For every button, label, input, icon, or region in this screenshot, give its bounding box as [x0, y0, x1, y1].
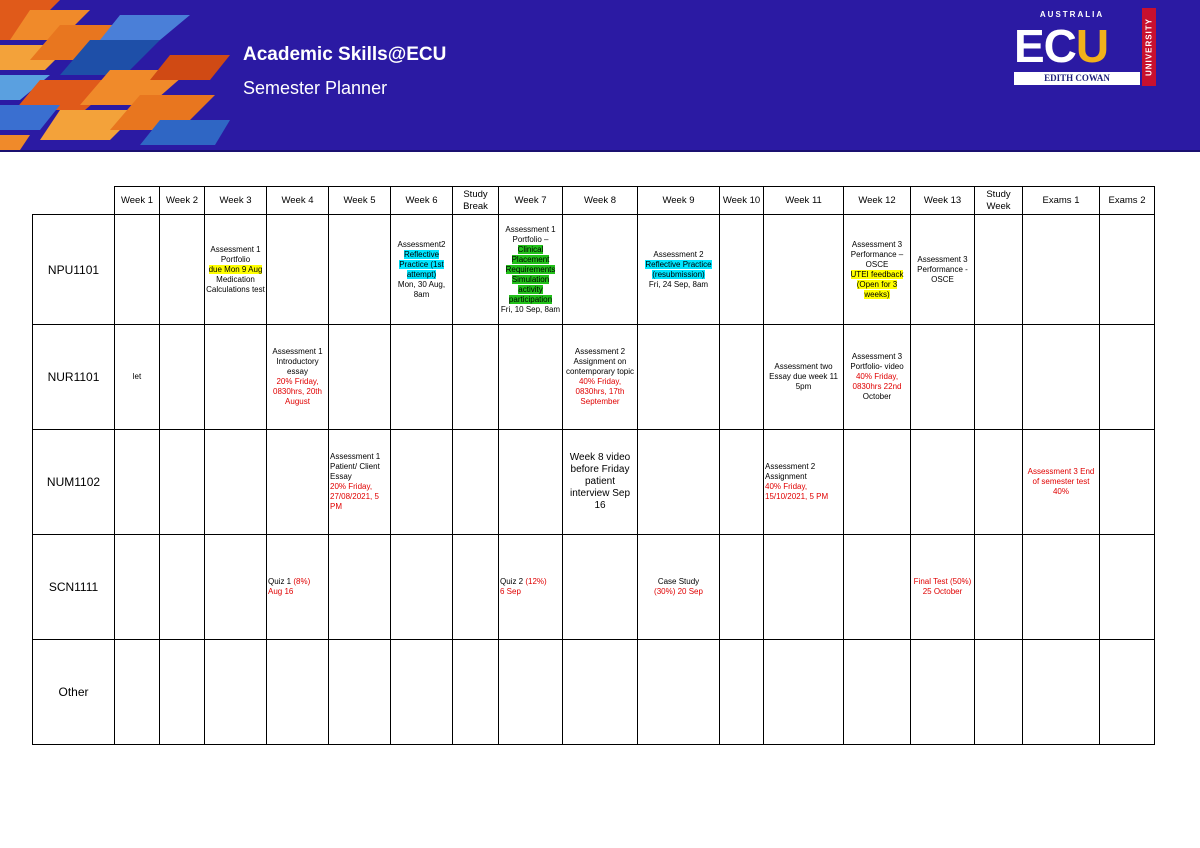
- week-cell: [329, 640, 391, 745]
- column-header: Week 10: [720, 187, 764, 215]
- week-cell: [499, 640, 563, 745]
- subject-code: NPU1101: [33, 215, 115, 325]
- week-cell: [975, 430, 1023, 535]
- highlight-text: Reflective Practice (1st attempt): [399, 249, 444, 279]
- week-cell: [453, 640, 499, 745]
- column-header: Week 6: [391, 187, 453, 215]
- week-cell: [1100, 215, 1155, 325]
- week-cell: [911, 535, 975, 640]
- week-cell: [563, 430, 638, 535]
- week-cell: [115, 325, 160, 430]
- table-row: [33, 215, 1155, 325]
- cell-text-red: 20% Friday, 0830hrs, 20th August: [273, 377, 322, 406]
- planner-header-row: [33, 187, 1155, 215]
- column-header: Week 8: [563, 187, 638, 215]
- cell-text-red: 20% Friday, 27/08/2021, 5 PM: [330, 482, 379, 511]
- cell-text: Fri, 10 Sep, 8am: [500, 304, 561, 314]
- cell-text-red: (30%) 20 Sep: [654, 587, 703, 596]
- cell-text: Medication Calculations test: [206, 274, 265, 294]
- logo-side-band: [1142, 8, 1156, 86]
- corner-cell: [33, 187, 115, 215]
- logo-mark-ec: EC: [1014, 20, 1076, 72]
- cell-text-red: 40% Friday, 15/10/2021, 5 PM: [765, 482, 829, 501]
- week-cell: [267, 535, 329, 640]
- week-cell: [453, 430, 499, 535]
- column-header: Week 11: [764, 187, 844, 215]
- column-header: Week 4: [267, 187, 329, 215]
- column-header: Week 5: [329, 187, 391, 215]
- cell-text: Week 8 video before Friday patient interview Sep 16: [569, 452, 631, 511]
- cell-text-red: 40% Friday, 0830hrs 22nd: [852, 372, 902, 391]
- week-cell: [1023, 430, 1100, 535]
- week-cell: [844, 215, 911, 325]
- week-cell: [1023, 535, 1100, 640]
- week-cell: [844, 430, 911, 535]
- week-cell: [160, 325, 205, 430]
- column-header: Week 3: [205, 187, 267, 215]
- logo-mark: [1014, 22, 1134, 70]
- week-cell: [453, 325, 499, 430]
- highlight-text: Clinical Placement Requirements Simulation activity participation: [505, 244, 556, 304]
- week-cell: [1100, 535, 1155, 640]
- week-cell: [205, 215, 267, 325]
- week-cell: [329, 430, 391, 535]
- cell-text-red: (8%): [293, 577, 311, 586]
- week-cell: [911, 430, 975, 535]
- column-header: Week 7: [499, 187, 563, 215]
- week-cell: [764, 325, 844, 430]
- week-cell: [115, 215, 160, 325]
- cell-text: Assessment 1 Patient/ Client Essay: [330, 452, 381, 481]
- week-cell: [1023, 640, 1100, 745]
- cell-text-red: (12%): [525, 577, 547, 586]
- week-cell: [844, 535, 911, 640]
- subject-code: Other: [33, 640, 115, 745]
- week-cell: [720, 430, 764, 535]
- column-header: Week 13: [911, 187, 975, 215]
- cell-text: Fri, 24 Sep, 8am: [648, 279, 709, 289]
- table-row: [33, 535, 1155, 640]
- week-cell: [499, 430, 563, 535]
- column-header: Study Week: [975, 187, 1023, 215]
- column-header: Week 9: [638, 187, 720, 215]
- column-header: Week 12: [844, 187, 911, 215]
- column-header: Exams 2: [1100, 187, 1155, 215]
- page-subtitle: Semester Planner: [243, 78, 388, 98]
- week-cell: [205, 535, 267, 640]
- cell-text: Assessment 3 Performance – OSCE: [850, 239, 904, 269]
- week-cell: [160, 535, 205, 640]
- week-cell: [391, 325, 453, 430]
- week-cell: [267, 325, 329, 430]
- week-cell: [563, 325, 638, 430]
- week-cell: [638, 215, 720, 325]
- week-cell: [844, 640, 911, 745]
- week-cell: [1100, 430, 1155, 535]
- ecu-logo: [1014, 8, 1162, 86]
- header-banner: [0, 0, 1200, 150]
- week-cell: [160, 430, 205, 535]
- week-cell: [764, 215, 844, 325]
- cell-text: Assessment 1 Introductory essay: [272, 347, 323, 376]
- cell-text: Quiz 2: [500, 577, 524, 586]
- week-cell: [115, 640, 160, 745]
- cell-text: Assessment 3 Performance - OSCE: [917, 254, 968, 284]
- column-header: Study Break: [453, 187, 499, 215]
- cell-text: Assessment 1 Portfolio: [210, 244, 261, 264]
- week-cell: [160, 215, 205, 325]
- week-cell: [329, 325, 391, 430]
- cell-text-red: Aug 16: [268, 587, 294, 596]
- week-cell: [844, 325, 911, 430]
- week-cell: [499, 325, 563, 430]
- week-cell: [499, 535, 563, 640]
- week-cell: [391, 640, 453, 745]
- highlight-text: due Mon 9 Aug: [208, 264, 263, 274]
- week-cell: [1100, 325, 1155, 430]
- cell-text: Mon, 30 Aug, 8am: [397, 279, 446, 299]
- column-header: Exams 1: [1023, 187, 1100, 215]
- week-cell: [563, 215, 638, 325]
- week-cell: [638, 430, 720, 535]
- week-cell: [975, 325, 1023, 430]
- week-cell: [115, 430, 160, 535]
- week-cell: [267, 430, 329, 535]
- cell-text: Assessment 1 Portfolio –: [505, 224, 556, 244]
- week-cell: [720, 325, 764, 430]
- week-cell: [329, 535, 391, 640]
- week-cell: [1023, 325, 1100, 430]
- week-cell: [391, 430, 453, 535]
- week-cell: [911, 215, 975, 325]
- table-row: [33, 430, 1155, 535]
- week-cell: [975, 215, 1023, 325]
- week-cell: [329, 215, 391, 325]
- table-row: [33, 640, 1155, 745]
- week-cell: [453, 535, 499, 640]
- week-cell: [911, 640, 975, 745]
- cell-text: Assessment 3 Portfolio- video: [850, 352, 904, 371]
- week-cell: [160, 640, 205, 745]
- cell-text-red: 40% Friday, 0830hrs, 17th September: [575, 377, 625, 406]
- week-cell: [911, 325, 975, 430]
- week-cell: [638, 325, 720, 430]
- cell-text: Assessment 2 Assignment: [765, 462, 816, 481]
- subject-code: NUM1102: [33, 430, 115, 535]
- cell-text: Case Study: [657, 577, 700, 586]
- app-title: Academic Skills@ECU: [243, 44, 447, 65]
- week-cell: [115, 535, 160, 640]
- week-cell: [638, 535, 720, 640]
- week-cell: [1100, 640, 1155, 745]
- logo-side-text: UNIVERSITY: [1144, 17, 1154, 77]
- column-header: Week 1: [115, 187, 160, 215]
- cell-text: Quiz 1: [268, 577, 292, 586]
- semester-planner-table: [32, 186, 1155, 745]
- week-cell: [267, 215, 329, 325]
- week-cell: [638, 640, 720, 745]
- cell-text-red: Final Test (50%) 25 October: [913, 577, 972, 596]
- logo-country: AUSTRALIA: [1039, 10, 1105, 19]
- highlight-text: Reflective Practice (resubmission): [645, 259, 712, 279]
- week-cell: [764, 430, 844, 535]
- table-row: [33, 325, 1155, 430]
- cell-text: Assessment two Essay due week 11 5pm: [769, 362, 838, 391]
- week-cell: [764, 640, 844, 745]
- week-cell: [720, 215, 764, 325]
- subject-code: SCN1111: [33, 535, 115, 640]
- logo-name: EDITH COWAN: [1014, 72, 1140, 85]
- cell-text-red: 6 Sep: [500, 587, 521, 596]
- week-cell: [563, 535, 638, 640]
- week-cell: [720, 535, 764, 640]
- week-cell: [453, 215, 499, 325]
- week-cell: [764, 535, 844, 640]
- cell-text: let: [132, 372, 142, 381]
- decorative-shapes-graphic: [0, 0, 230, 150]
- cell-text-red: Assessment 3 End of semester test 40%: [1027, 467, 1095, 496]
- week-cell: [267, 640, 329, 745]
- logo-mark-u: U: [1075, 20, 1109, 72]
- week-cell: [205, 430, 267, 535]
- week-cell: [975, 535, 1023, 640]
- cell-text: Assessment 2 Assignment on contemporary topic: [565, 347, 635, 376]
- week-cell: [391, 535, 453, 640]
- cell-text: Assessment 2: [653, 249, 704, 259]
- column-header: Week 2: [160, 187, 205, 215]
- week-cell: [720, 640, 764, 745]
- cell-text: October: [862, 392, 892, 401]
- week-cell: [1023, 215, 1100, 325]
- header-divider: [0, 150, 1200, 152]
- highlight-text: UTEI feedback (Open for 3 weeks): [850, 269, 904, 299]
- cell-text: Assessment2: [397, 239, 446, 249]
- week-cell: [499, 215, 563, 325]
- week-cell: [563, 640, 638, 745]
- week-cell: [205, 640, 267, 745]
- week-cell: [975, 640, 1023, 745]
- subject-code: NUR1101: [33, 325, 115, 430]
- week-cell: [205, 325, 267, 430]
- week-cell: [391, 215, 453, 325]
